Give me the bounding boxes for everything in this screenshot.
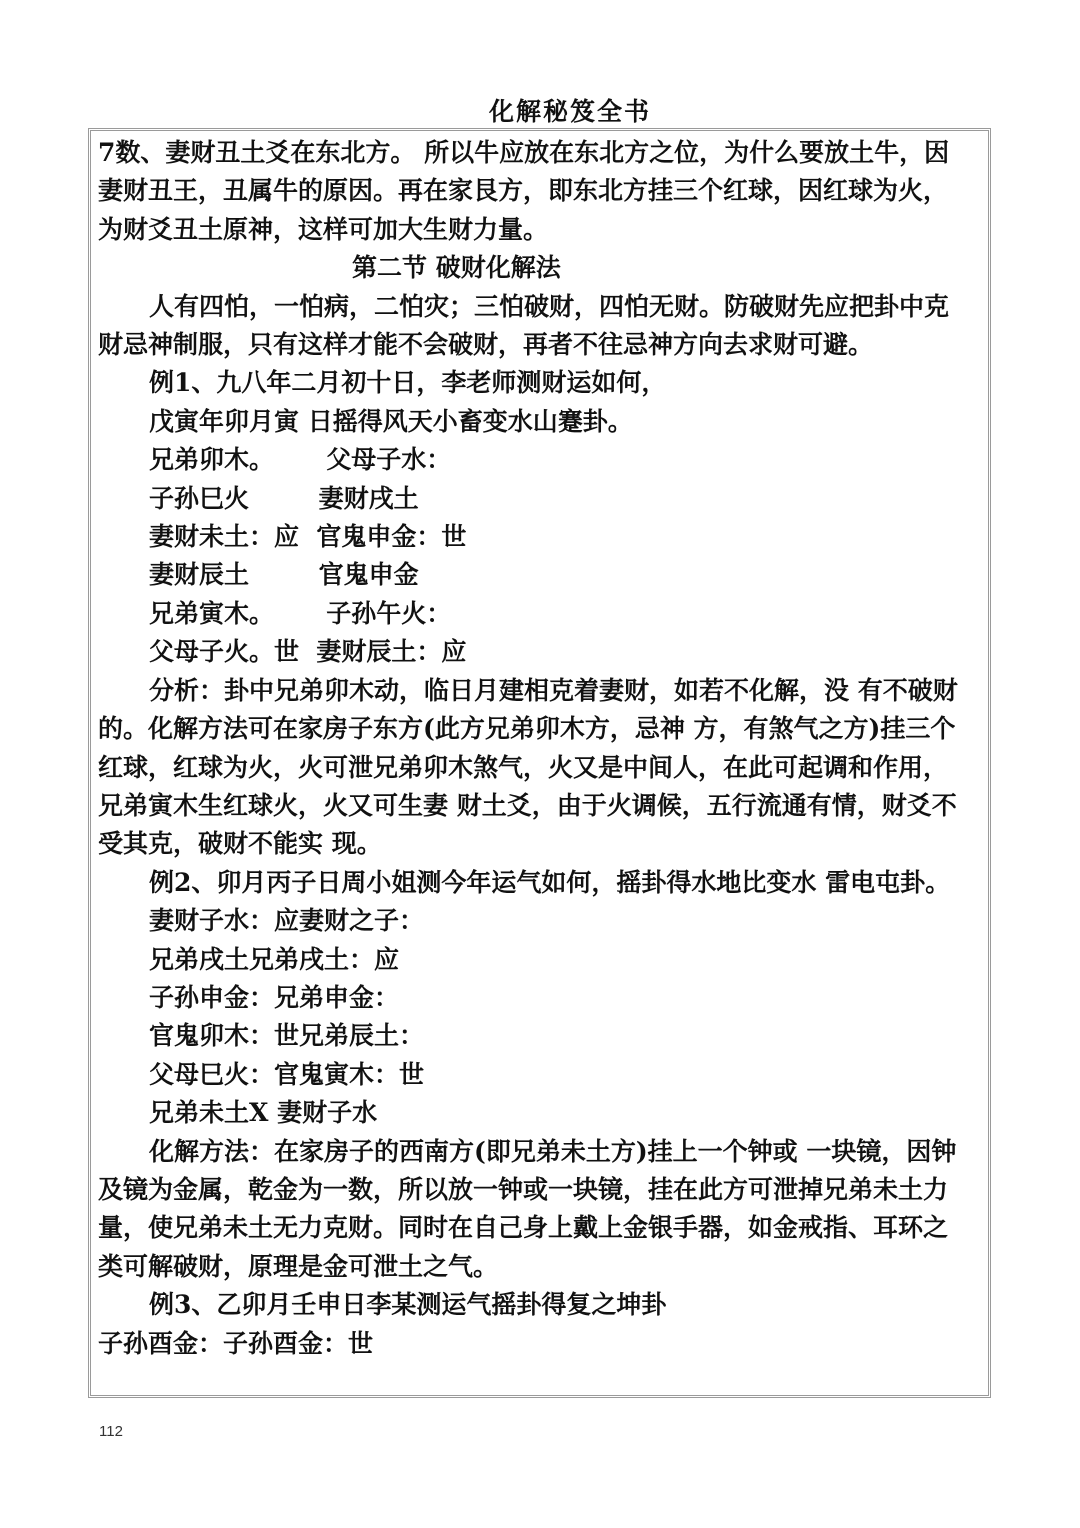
hexagram-line: 兄弟未土X 妻财子水: [149, 1098, 378, 1128]
text-line: 例1、九八年二月初十日，李老师测财运如何，: [149, 368, 667, 398]
hexagram-line: 妻财未土：应 官鬼申金：世: [149, 522, 467, 552]
text-line: 红球，红球为火，火可泄兄弟卯木煞气，火又是中间人，在此可起调和作用，: [98, 752, 949, 782]
page-title: 化解秘笈全书: [488, 97, 651, 126]
text-line: 化解方法：在家房子的西南方(即兄弟未土方)挂上一个钟或 一块镜，因钟: [149, 1136, 957, 1166]
text-line: 受其克，破财不能实 现。: [98, 829, 382, 859]
text-line: 类可解破财，原理是金可泄土之气。: [98, 1251, 499, 1281]
text-line: 人有四怕，一怕病，二怕灾；三怕破财，四怕无财。防破财先应把卦中克: [149, 291, 950, 321]
hexagram-line: 子孙酉金：子孙酉金：世: [98, 1328, 374, 1358]
hexagram-line: 妻财子水：应妻财之子：: [149, 906, 425, 936]
text-line: 戊寅年卯月寅 日摇得风天小畜变水山蹇卦。: [149, 406, 633, 436]
hexagram-line: 父母巳火：官鬼寅木：世: [149, 1059, 425, 1089]
text-line: 例2、卯月丙子日周小姐测今年运气如何，摇卦得水地比变水 雷电屯卦。: [149, 867, 951, 897]
hexagram-line: 子孙申金：兄弟申金：: [149, 982, 400, 1012]
section-heading: 第二节 破财化解法: [352, 253, 561, 283]
text-line: 及镜为金属，乾金为一数，所以放一钟或一块镜，挂在此方可泄掉兄弟未土力: [98, 1174, 949, 1204]
hexagram-line: 兄弟戌土兄弟戌土：应: [149, 944, 400, 974]
hexagram-line: 父母子火。世 妻财辰土：应: [149, 637, 467, 667]
text-line: 财忌神制服，只有这样才能不会破财，再者不往忌神方向去求财可避。: [98, 330, 874, 360]
hexagram-line: 兄弟寅木。 子孙午火：: [149, 598, 452, 628]
hexagram-line: 妻财辰土 官鬼申金: [149, 560, 419, 590]
text-line: 兄弟寅木生红球火，火又可生妻 财土爻，由于火调候，五行流通有情，财爻不: [98, 790, 957, 820]
body-text: [98, 134, 978, 1363]
hexagram-line: 子孙巳火 妻财戌土: [149, 483, 419, 513]
page-number: 112: [99, 1423, 123, 1440]
text-line: 量，使兄弟未土无力克财。同时在自己身上戴上金银手器，如金戒指、耳环之: [98, 1213, 949, 1243]
text-line: 妻财丑王，丑属牛的原因。再在家艮方，即东北方挂三个红球，因红球为火，: [98, 176, 949, 206]
text-line: 7数、妻财丑土爻在东北方。 所以牛应放在东北方之位，为什么要放土牛，因: [98, 138, 950, 167]
text-line: 分析：卦中兄弟卯木动，临日月建相克着妻财，如若不化解，没 有不破财: [149, 675, 958, 705]
text-line: 为财爻丑土原神，这样可加大生财力量。: [98, 214, 549, 244]
text-line: 例3、乙卯月壬申日李某测运气摇卦得复之坤卦: [149, 1290, 667, 1320]
hexagram-line: 官鬼卯木：世兄弟辰土：: [149, 1021, 425, 1051]
hexagram-line: 兄弟卯木。 父母子水：: [149, 445, 452, 475]
text-line: 的。化解方法可在家房子东方(此方兄弟卯木方，忌神 方，有煞气之方)挂三个: [98, 714, 956, 744]
